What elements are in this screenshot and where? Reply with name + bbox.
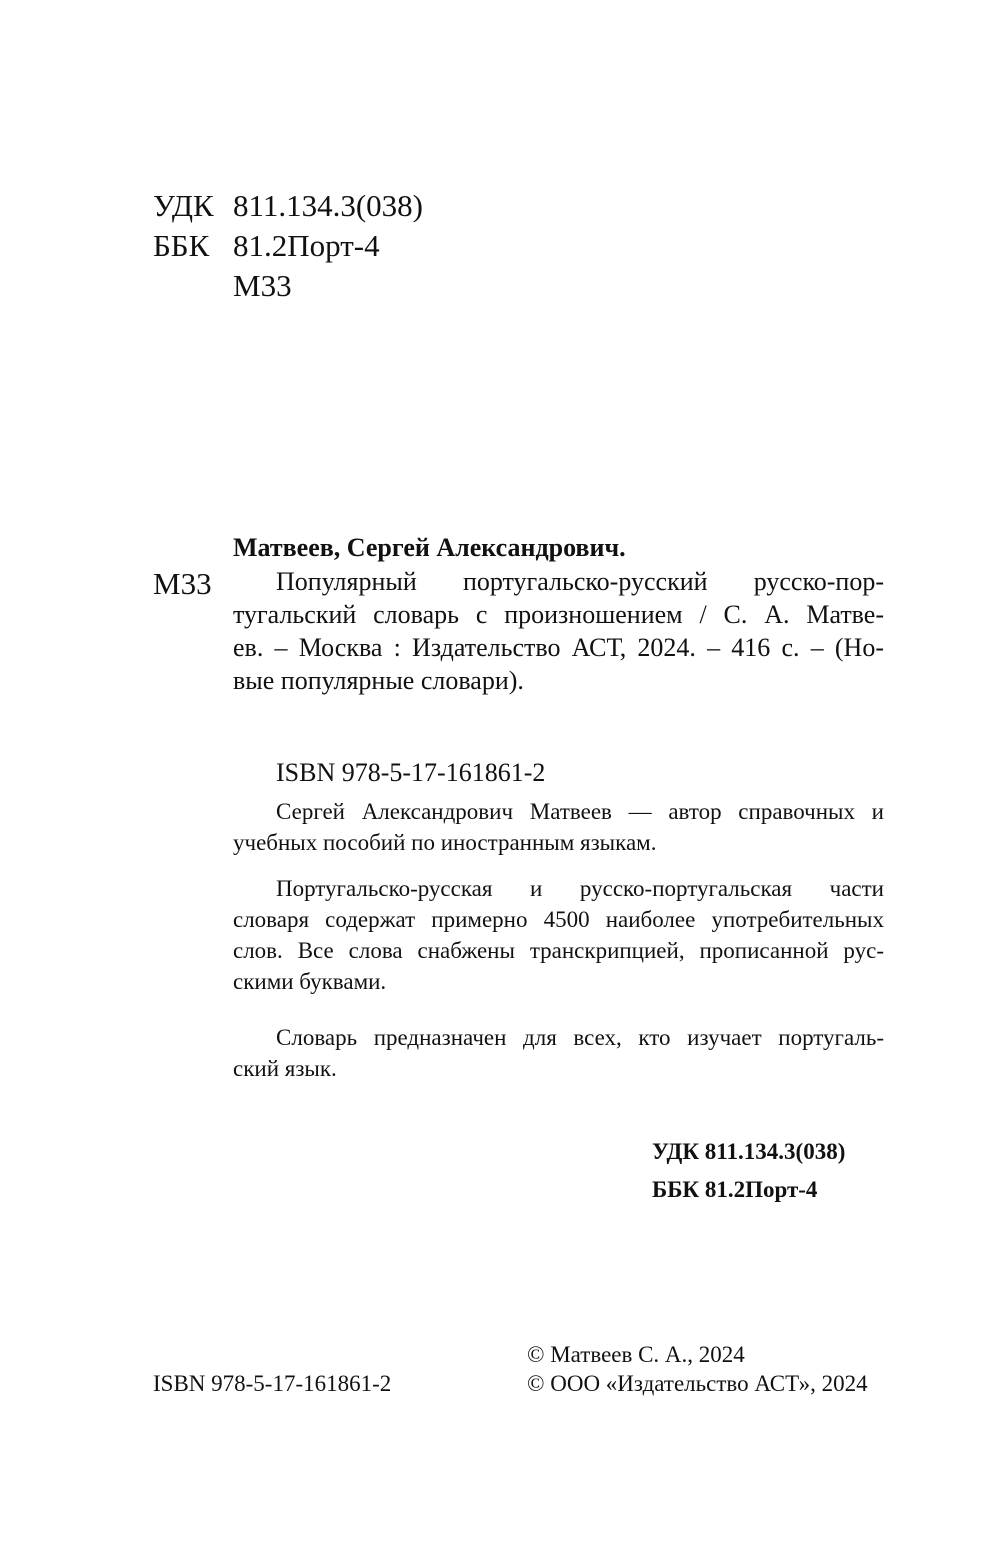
annotation-line: словаря содержат примерно 4500 наиболее употребительных (233, 907, 884, 932)
footer-copyright-publisher: © ООО «Издательство АСТ», 2024 (527, 1371, 868, 1396)
annotation-paragraph-2 (233, 873, 884, 997)
bottom-bbk: ББК 81.2Порт-4 (652, 1177, 818, 1202)
annotation-line: ский язык. (233, 1056, 337, 1081)
annotation-paragraph-1 (233, 796, 884, 858)
top-udk-label: УДК (153, 188, 214, 223)
record-description-line: Популярный португальско-русский русско-пор- (276, 567, 884, 596)
record-author-sign: М33 (153, 566, 212, 601)
record-description (233, 565, 884, 697)
record-isbn: ISBN 978-5-17-161861-2 (276, 758, 546, 787)
footer-copyright-author: © Матвеев С. А., 2024 (527, 1342, 745, 1367)
record-author: Матвеев, Сергей Александрович. (233, 533, 626, 562)
bottom-udk: УДК 811.134.3(038) (652, 1139, 846, 1164)
top-bbk-value: 81.2Порт-4 (233, 228, 380, 263)
top-author-sign: М33 (233, 268, 292, 303)
footer-isbn: ISBN 978-5-17-161861-2 (153, 1371, 392, 1396)
record-description-line: вые популярные словари). (233, 666, 524, 695)
top-bbk-label: ББК (153, 228, 210, 263)
top-udk-value: 811.134.3(038) (233, 188, 423, 223)
annotation-line: учебных пособий по иностранным языкам. (233, 830, 657, 855)
annotation-line: слов. Все слова снабжены транскрипцией, прописанной рус- (233, 938, 884, 963)
annotation-paragraph-3 (233, 1022, 884, 1084)
record-description-line: тугальский словарь с произношением / С. А. Матве- (233, 600, 884, 629)
annotation-line: Португальско-русская и русско-португальская части (276, 876, 884, 901)
annotation-line: скими буквами. (233, 969, 387, 994)
annotation-line: Словарь предназначен для всех, кто изучает португаль- (276, 1025, 884, 1050)
record-description-line: ев. – Москва : Издательство АСТ, 2024. – 416 с. – (Но- (233, 633, 884, 662)
annotation-line: Сергей Александрович Матвеев — автор справочных и (276, 799, 884, 824)
